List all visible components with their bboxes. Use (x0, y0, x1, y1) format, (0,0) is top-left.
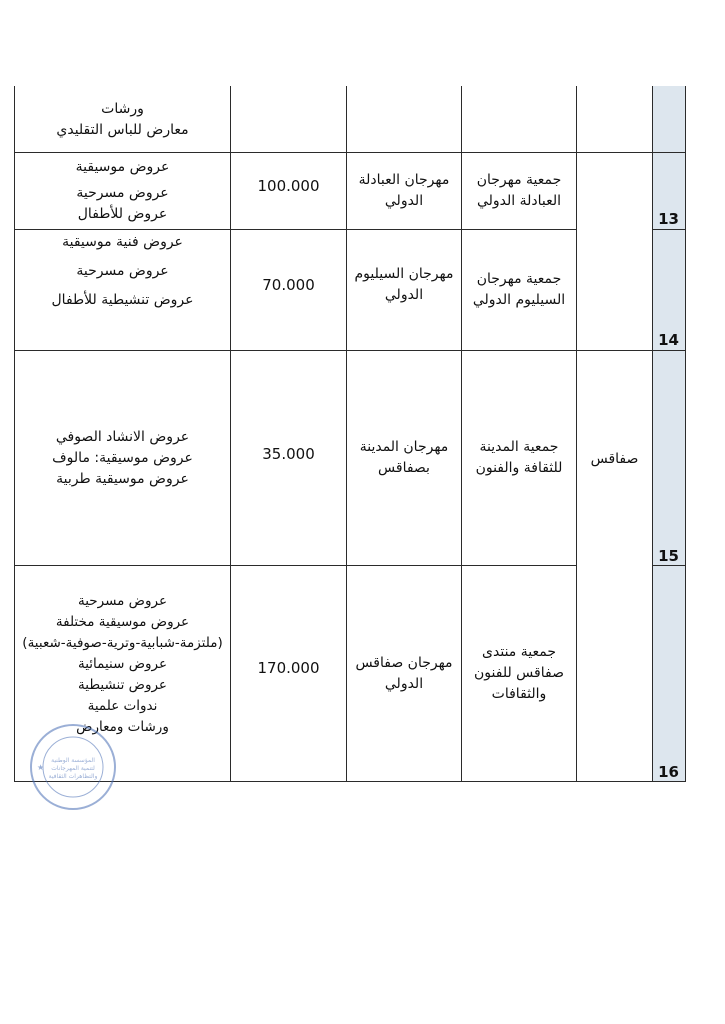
activity-item: عروض موسيقية طربية (56, 470, 189, 487)
activity-item: عروض تنشيطية (78, 676, 167, 693)
row-number: 13 (658, 210, 679, 228)
activities-cell (15, 87, 230, 152)
activity-item: عروض مسرحية (78, 592, 168, 609)
association-cell: جمعية منتدى صفاقس للفنون والثقافات (474, 644, 564, 702)
row-divider (652, 229, 686, 230)
activity-item: (ملتزمة-شبابية-وترية-صوفية-شعبية) (22, 634, 223, 651)
activity-item: ورشات (101, 100, 144, 117)
activities-cell (15, 232, 230, 350)
activity-item: عروض سنيمائية (77, 655, 168, 672)
festival-cell: مهرجان العبادلة الدولي (358, 172, 450, 209)
row-number: 16 (658, 763, 679, 781)
activity-item: عروض فنية موسيقية (62, 234, 183, 250)
activity-item: معارض للباس التقليدي (56, 121, 189, 138)
row-number: 15 (658, 547, 679, 565)
official-stamp (28, 722, 118, 812)
svg-text:لتنمية المهرجانات: لتنمية المهرجانات (51, 765, 95, 772)
activity-item: عروض مسرحية (76, 263, 169, 279)
row-number: 14 (658, 331, 679, 349)
activity-item: ورشات ومعارض (76, 718, 169, 735)
association-cell: جمعية مهرجان السيليوم الدولي (472, 271, 566, 308)
festival-cell: مهرجان السيليوم الدولي (354, 266, 454, 303)
activity-item: ندوات علمية (87, 697, 158, 714)
number-column-shading (652, 86, 685, 781)
region-cell: صفاقس (590, 450, 639, 467)
activity-item: عروض موسيقية: مالوف (52, 449, 193, 466)
svg-text:المؤسسة الوطنية: المؤسسة الوطنية (51, 757, 95, 764)
row-divider (652, 565, 686, 566)
amount-cell: 100.000 (257, 176, 320, 195)
svg-text:★: ★ (37, 763, 45, 772)
activities-cell (15, 351, 230, 565)
activity-item: عروض مسرحية (76, 185, 169, 201)
activity-item: عروض موسيقية مختلفة (55, 613, 190, 630)
activity-item: عروض تنشيطية للأطفال (51, 292, 194, 308)
activity-item: عروض للأطفال (77, 206, 168, 222)
association-cell: جمعية المدينة للثقافة والفنون (475, 439, 563, 476)
association-cell: جمعية مهرجان العبادلة الدولي (476, 172, 562, 209)
festival-cell: مهرجان صفاقس الدولي (355, 654, 453, 692)
amount-cell: 35.000 (262, 444, 315, 463)
festival-cell: مهرجان المدينة بصفاقس (359, 439, 449, 476)
activity-item: عروض موسيقية (75, 159, 170, 175)
table-right-border (685, 86, 686, 782)
column-divider (652, 86, 653, 782)
svg-text:والتظاهرات الثقافية: والتظاهرات الثقافية (48, 773, 98, 780)
amount-cell: 70.000 (262, 275, 315, 294)
amount-cell: 170.000 (257, 659, 320, 677)
activities-cell (15, 153, 230, 229)
activity-item: عروض الانشاد الصوفي (55, 428, 190, 445)
